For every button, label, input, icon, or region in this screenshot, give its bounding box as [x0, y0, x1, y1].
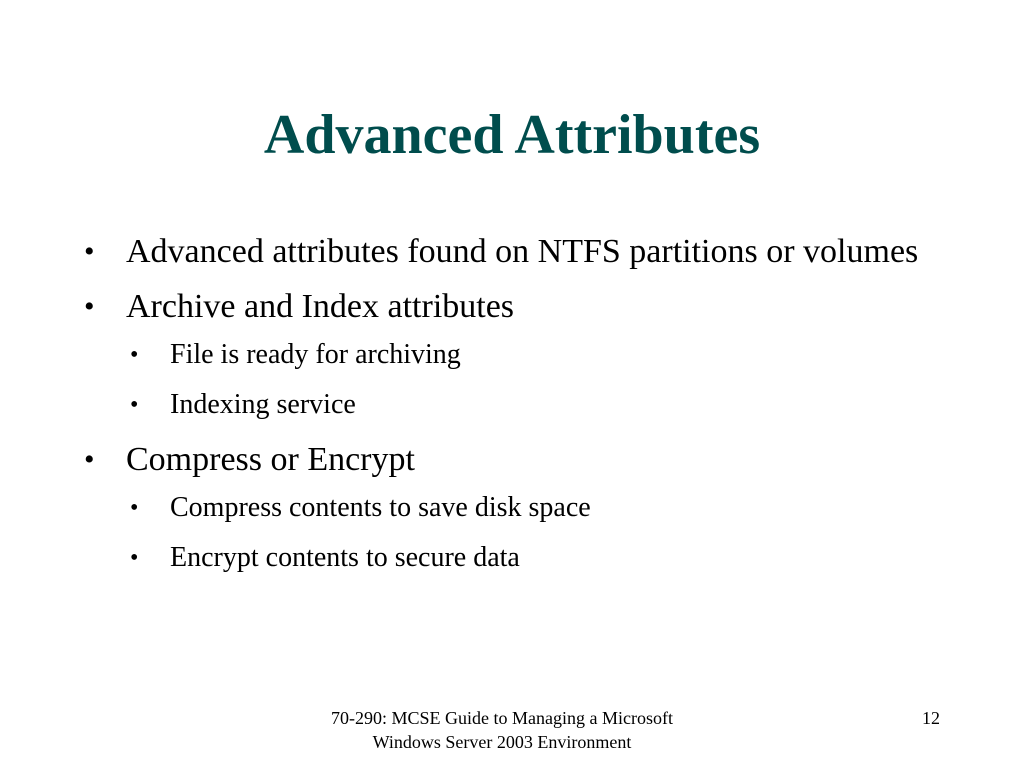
sub-bullet-icon: •	[130, 392, 139, 418]
footer-line-2: Windows Server 2003 Environment	[372, 732, 632, 752]
footer-course-title	[262, 706, 742, 754]
sub-bullet-list	[84, 336, 944, 424]
sub-bullet-text: Encrypt contents to secure data	[170, 542, 520, 573]
bullet-item	[84, 228, 944, 275]
sub-bullet-item	[130, 539, 944, 577]
bullet-text: Compress or Encrypt	[126, 441, 415, 478]
bullet-icon: •	[84, 290, 95, 323]
footer-line-1: 70-290: MCSE Guide to Managing a Microsoft	[331, 708, 673, 728]
slide-title: Advanced Attributes	[263, 104, 761, 166]
sub-bullet-text: Compress contents to save disk space	[170, 492, 591, 523]
sub-bullet-icon: •	[130, 545, 139, 571]
sub-bullet-item	[130, 336, 944, 374]
bullet-text: Advanced attributes found on NTFS partitions or volumes	[126, 233, 919, 270]
bullet-list	[84, 228, 944, 589]
page-number: 12	[922, 708, 940, 728]
sub-bullet-item	[130, 489, 944, 527]
bullet-icon: •	[84, 235, 95, 268]
bullet-item	[84, 436, 944, 483]
bullet-text: Archive and Index attributes	[126, 288, 515, 325]
sub-bullet-text: File is ready for archiving	[170, 339, 461, 370]
sub-bullet-icon: •	[130, 495, 139, 521]
bullet-item	[84, 283, 944, 330]
bullet-icon: •	[84, 443, 95, 476]
sub-bullet-icon: •	[130, 342, 139, 368]
sub-bullet-text: Indexing service	[170, 389, 356, 420]
sub-bullet-list	[84, 489, 944, 577]
sub-bullet-item	[130, 386, 944, 424]
